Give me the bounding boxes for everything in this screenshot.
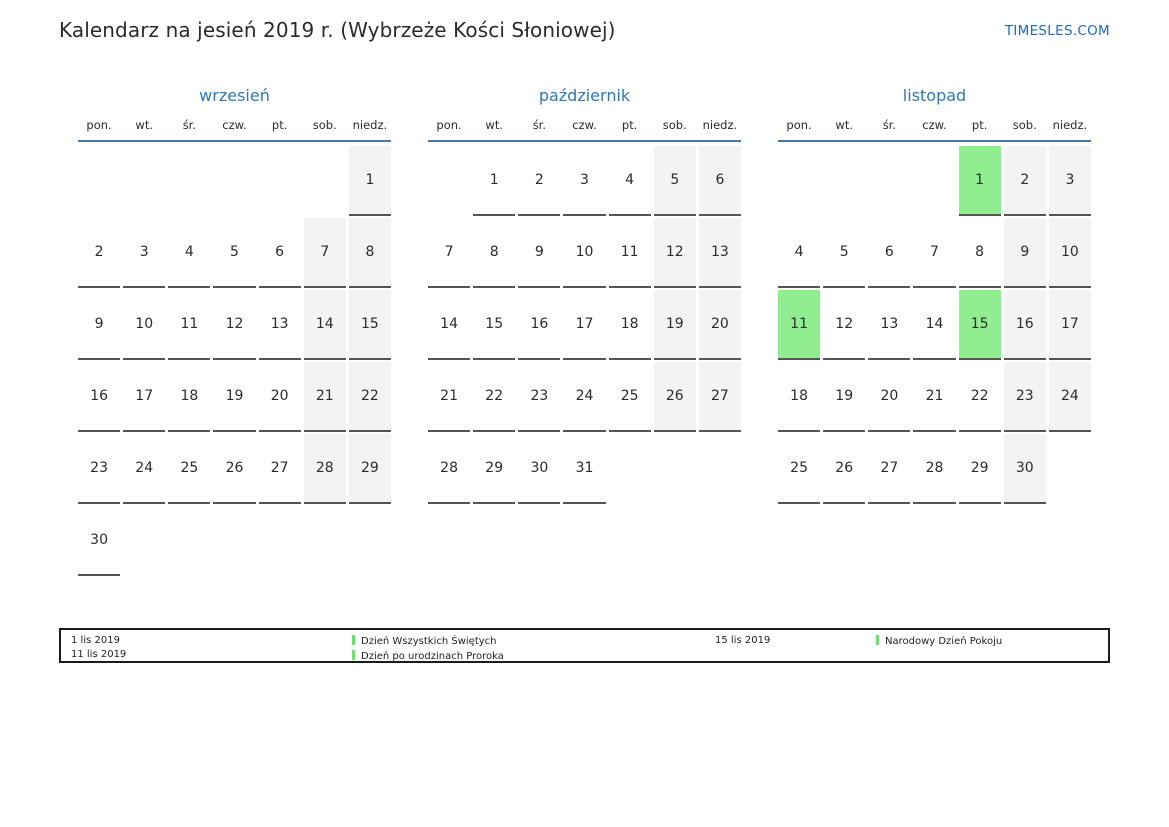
day-cell: 22: [473, 362, 515, 432]
page-title: Kalendarz na jesień 2019 r. (Wybrzeże Kości Słoniowej): [59, 18, 616, 42]
weekday-header: niedz.: [352, 118, 388, 132]
day-cell: 16: [78, 362, 120, 432]
day-cell: 23: [518, 362, 560, 432]
legend-names-column: [352, 634, 504, 663]
legend-holiday-entry: [876, 634, 1002, 649]
day-cell: 1: [473, 146, 515, 216]
weekday-header: pon.: [786, 118, 812, 132]
day-cell: 12: [213, 290, 255, 360]
month-title: listopad: [902, 86, 967, 105]
day-cell: 20: [699, 290, 741, 360]
legend-holiday-label: Narodowy Dzień Pokoju: [885, 636, 1003, 647]
day-cell: 18: [609, 290, 651, 360]
month-grid: [778, 146, 1091, 504]
day-cell: 17: [563, 290, 605, 360]
day-cell: 6: [699, 146, 741, 216]
day-cell-empty: [1049, 434, 1091, 504]
day-cell-empty: [123, 506, 165, 576]
day-cell-holiday: 1: [959, 146, 1001, 216]
day-cell: 14: [428, 290, 470, 360]
weekday-header: pon.: [436, 118, 462, 132]
weekday-header: wt.: [485, 118, 503, 132]
day-cell: 7: [428, 218, 470, 288]
day-cell: 2: [1004, 146, 1046, 216]
legend-dates-column: [715, 634, 770, 648]
day-cell: 10: [563, 218, 605, 288]
day-cell: 29: [959, 434, 1001, 504]
weekday-header: pt.: [271, 118, 288, 132]
day-cell: 30: [1004, 434, 1046, 504]
weekday-header: sob.: [312, 118, 337, 132]
legend-holiday-entry: [352, 634, 504, 649]
day-cell: 5: [654, 146, 696, 216]
weekday-header-row: [78, 118, 391, 142]
weekday-header: czw.: [922, 118, 947, 132]
weekday-header: pon.: [86, 118, 112, 132]
month-calendar: [78, 86, 391, 576]
day-cell: 29: [473, 434, 515, 504]
day-cell-empty: [349, 506, 391, 576]
day-cell: 8: [959, 218, 1001, 288]
day-cell: 28: [428, 434, 470, 504]
day-cell-empty: [78, 146, 120, 216]
day-cell: 10: [123, 290, 165, 360]
weekday-header: sob.: [1012, 118, 1037, 132]
holiday-marker-icon: [352, 650, 355, 660]
day-cell: 14: [913, 290, 955, 360]
weekday-header: wt.: [135, 118, 153, 132]
weekday-header: śr.: [882, 118, 897, 132]
day-cell: 4: [778, 218, 820, 288]
day-cell-empty: [609, 434, 651, 504]
day-cell: 19: [213, 362, 255, 432]
weekday-header: czw.: [572, 118, 597, 132]
month-title: wrzesień: [199, 86, 270, 105]
month-title: październik: [538, 86, 631, 105]
legend-date: 15 lis 2019: [715, 635, 771, 646]
day-cell-empty: [123, 146, 165, 216]
day-cell-holiday: 15: [959, 290, 1001, 360]
month-calendar: [778, 86, 1091, 504]
day-cell: 5: [823, 218, 865, 288]
day-cell: 3: [123, 218, 165, 288]
day-cell: 12: [823, 290, 865, 360]
day-cell: 13: [259, 290, 301, 360]
day-cell-empty: [168, 146, 210, 216]
day-cell: 20: [868, 362, 910, 432]
weekday-header: wt.: [835, 118, 853, 132]
day-cell: 19: [823, 362, 865, 432]
day-cell: 20: [259, 362, 301, 432]
weekday-header: niedz.: [702, 118, 738, 132]
day-cell: 23: [1004, 362, 1046, 432]
day-cell: 16: [518, 290, 560, 360]
day-cell-empty: [699, 434, 741, 504]
day-cell: 16: [1004, 290, 1046, 360]
day-cell: 3: [563, 146, 605, 216]
day-cell: 27: [868, 434, 910, 504]
day-cell: 3: [1049, 146, 1091, 216]
day-cell: 13: [699, 218, 741, 288]
day-cell: 28: [913, 434, 955, 504]
weekday-header: sob.: [662, 118, 687, 132]
day-cell: 24: [563, 362, 605, 432]
month-calendar: [428, 86, 741, 504]
day-cell: 29: [349, 434, 391, 504]
day-cell: 23: [78, 434, 120, 504]
day-cell: 18: [778, 362, 820, 432]
day-cell: 7: [304, 218, 346, 288]
day-cell: 4: [168, 218, 210, 288]
day-cell-empty: [259, 506, 301, 576]
holiday-marker-icon: [876, 635, 879, 645]
day-cell: 9: [1004, 218, 1046, 288]
day-cell: 12: [654, 218, 696, 288]
day-cell: 30: [518, 434, 560, 504]
day-cell: 22: [959, 362, 1001, 432]
day-cell: 4: [609, 146, 651, 216]
day-cell-empty: [213, 506, 255, 576]
day-cell: 9: [78, 290, 120, 360]
day-cell: 28: [304, 434, 346, 504]
day-cell: 11: [168, 290, 210, 360]
day-cell: 31: [563, 434, 605, 504]
day-cell: 26: [823, 434, 865, 504]
day-cell: 15: [473, 290, 515, 360]
day-cell: 6: [868, 218, 910, 288]
weekday-header: niedz.: [1052, 118, 1088, 132]
day-cell: 21: [913, 362, 955, 432]
month-grid: [428, 146, 741, 504]
day-cell: 18: [168, 362, 210, 432]
day-cell-empty: [778, 146, 820, 216]
day-cell: 21: [428, 362, 470, 432]
day-cell: 27: [259, 434, 301, 504]
day-cell: 8: [349, 218, 391, 288]
day-cell: 24: [123, 434, 165, 504]
legend-dates-column: [71, 634, 126, 661]
day-cell: 30: [78, 506, 120, 576]
weekday-header: pt.: [971, 118, 988, 132]
day-cell: 1: [349, 146, 391, 216]
day-cell-empty: [304, 506, 346, 576]
day-cell: 9: [518, 218, 560, 288]
day-cell: 13: [868, 290, 910, 360]
day-cell: 8: [473, 218, 515, 288]
weekday-header-row: [778, 118, 1091, 142]
weekday-header: śr.: [182, 118, 197, 132]
day-cell: 17: [1049, 290, 1091, 360]
weekday-header: pt.: [621, 118, 638, 132]
day-cell: 27: [699, 362, 741, 432]
day-cell: 22: [349, 362, 391, 432]
legend-names-column: [876, 634, 1002, 649]
day-cell: 25: [168, 434, 210, 504]
month-grid: [78, 146, 391, 576]
day-cell-empty: [259, 146, 301, 216]
day-cell: 5: [213, 218, 255, 288]
legend-holiday-label: Dzień Wszystkich Świętych: [361, 636, 497, 647]
day-cell-empty: [428, 146, 470, 216]
day-cell: 21: [304, 362, 346, 432]
day-cell-empty: [168, 506, 210, 576]
legend-box: [59, 628, 1110, 663]
day-cell: 25: [609, 362, 651, 432]
day-cell: 14: [304, 290, 346, 360]
day-cell-empty: [823, 146, 865, 216]
day-cell: 11: [609, 218, 651, 288]
day-cell: 26: [654, 362, 696, 432]
day-cell-empty: [868, 146, 910, 216]
day-cell: 6: [259, 218, 301, 288]
weekday-header-row: [428, 118, 741, 142]
day-cell: 7: [913, 218, 955, 288]
day-cell: 15: [349, 290, 391, 360]
calendar-months: [0, 86, 1169, 621]
day-cell-empty: [304, 146, 346, 216]
day-cell: 2: [518, 146, 560, 216]
holiday-marker-icon: [352, 635, 355, 645]
day-cell: 10: [1049, 218, 1091, 288]
legend-holiday-entry: [352, 649, 504, 664]
day-cell-empty: [213, 146, 255, 216]
day-cell: 26: [213, 434, 255, 504]
day-cell: 25: [778, 434, 820, 504]
day-cell-empty: [913, 146, 955, 216]
legend-date: 11 lis 2019: [71, 648, 127, 660]
day-cell: 24: [1049, 362, 1091, 432]
day-cell-holiday: 11: [778, 290, 820, 360]
day-cell-empty: [654, 434, 696, 504]
day-cell: 17: [123, 362, 165, 432]
legend-date: 1 lis 2019: [71, 635, 120, 646]
legend-holiday-label: Dzień po urodzinach Proroka: [361, 650, 504, 662]
day-cell: 2: [78, 218, 120, 288]
weekday-header: czw.: [222, 118, 247, 132]
weekday-header: śr.: [532, 118, 547, 132]
site-link[interactable]: TIMESLES.COM: [1004, 23, 1110, 39]
day-cell: 19: [654, 290, 696, 360]
